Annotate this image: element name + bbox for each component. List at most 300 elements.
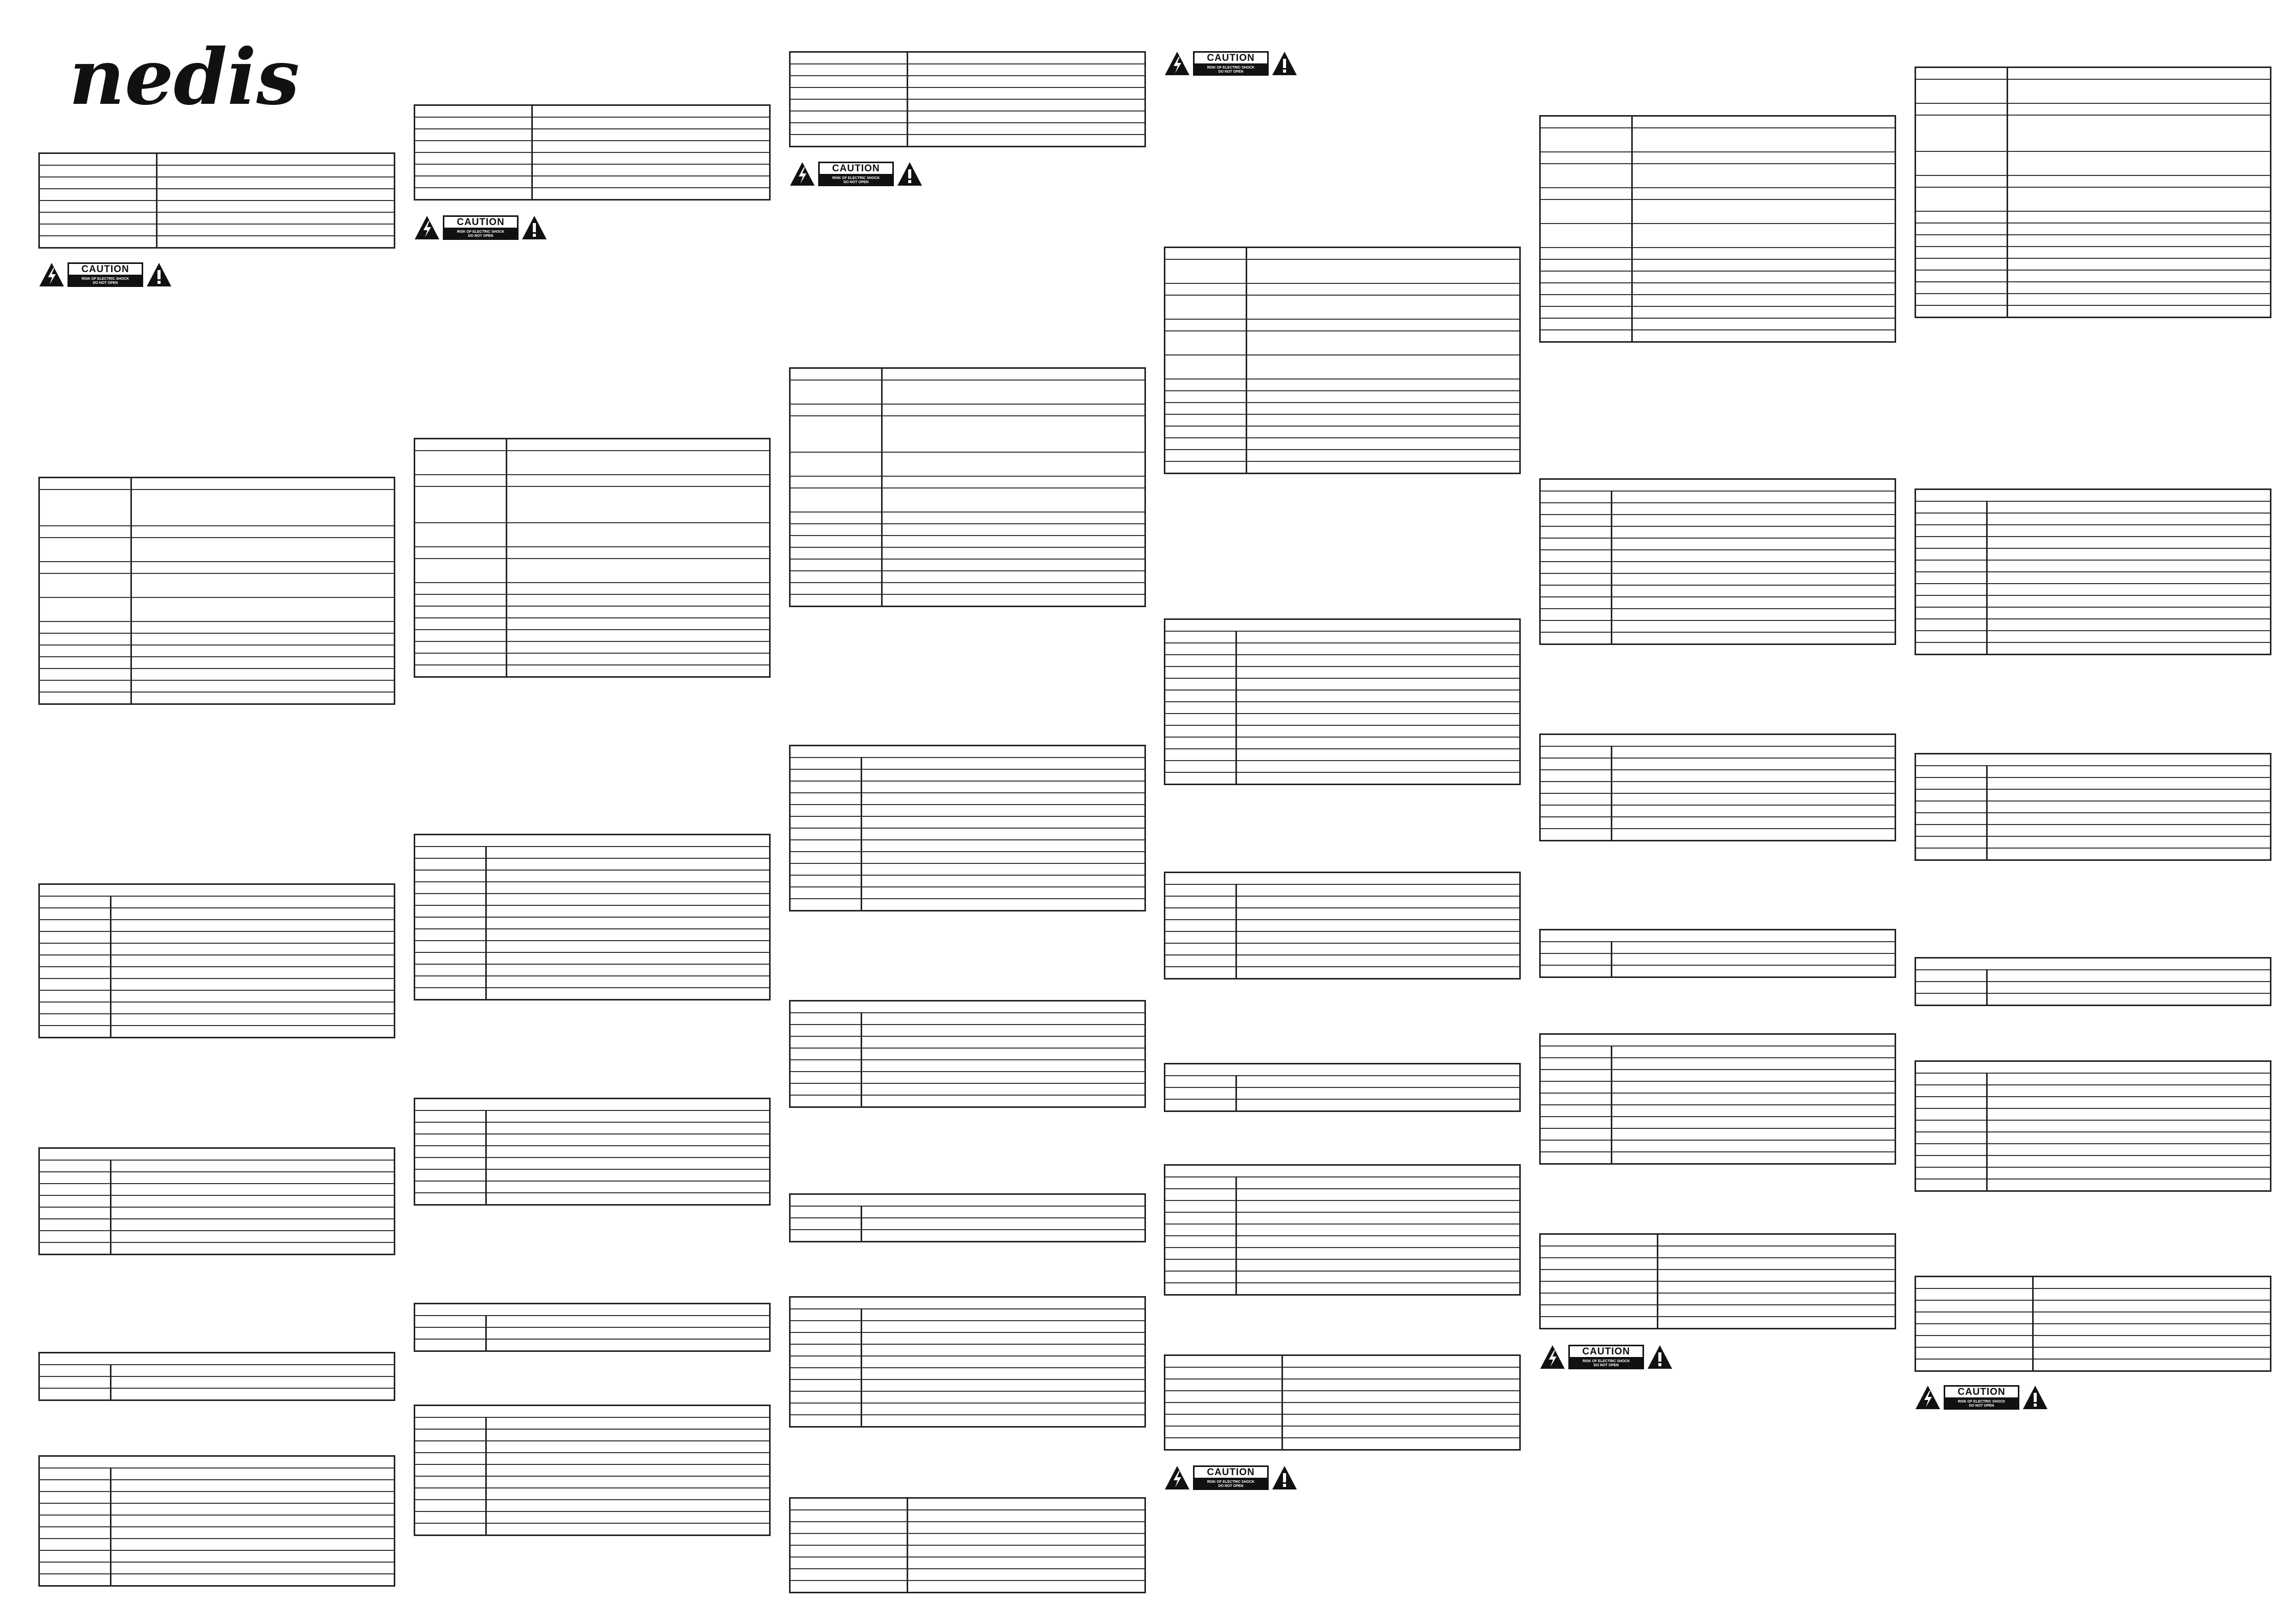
table-key-cell <box>1165 967 1236 979</box>
table-value-cell <box>131 597 395 621</box>
table-row <box>1916 1108 2271 1120</box>
table-value-cell <box>1612 503 1896 515</box>
table-row <box>39 1148 395 1161</box>
table-value-cell <box>2008 211 2271 223</box>
caution-subtext: RISK OF ELECTRIC SHOCK DO NOT OPEN <box>818 175 894 186</box>
table-value-cell <box>862 1083 1145 1095</box>
table-key-cell <box>1540 1081 1612 1093</box>
table-key-cell <box>1540 1093 1612 1105</box>
table-key-cell <box>790 828 862 840</box>
table-row <box>1540 1258 1896 1270</box>
table-key-cell <box>1540 1270 1658 1281</box>
table-value-cell <box>1247 283 1520 295</box>
caution-title: CAUTION <box>1944 1385 2019 1399</box>
table-key-cell <box>415 1453 486 1464</box>
table-key-cell <box>790 1569 908 1581</box>
table-key-cell <box>415 1110 486 1122</box>
table-value-cell <box>1247 450 1520 461</box>
table-row <box>1165 908 1520 920</box>
table-value-cell <box>2008 282 2271 294</box>
table-key-cell <box>1165 896 1236 908</box>
table-value-cell <box>486 882 770 894</box>
table-key-cell <box>415 188 532 200</box>
table-value-cell <box>882 404 1145 416</box>
table-key-cell <box>1916 825 1987 836</box>
table-value-cell <box>157 189 395 201</box>
table-row <box>39 212 395 224</box>
table-header-cell <box>790 746 1145 758</box>
table-value-cell <box>1987 560 2271 572</box>
table-row <box>790 512 1145 524</box>
table-value-cell <box>1247 461 1520 474</box>
table-key-cell <box>790 1380 862 1391</box>
table-value-cell <box>1612 782 1896 793</box>
table-key-cell <box>1916 294 2008 305</box>
table-key-cell <box>1540 128 1632 152</box>
table-value-cell <box>908 1498 1145 1510</box>
table-key-cell <box>790 1368 862 1380</box>
table-row <box>415 439 770 451</box>
table-key-cell <box>415 1146 486 1158</box>
table-value-cell <box>111 1242 395 1255</box>
table-key-cell <box>1540 1058 1612 1070</box>
caution-subtext: RISK OF ELECTRIC SHOCK DO NOT OPEN <box>1193 1479 1269 1490</box>
table-value-cell <box>1632 283 1896 295</box>
table-key-cell <box>1540 1070 1612 1081</box>
table-value-cell <box>111 955 395 967</box>
table-value-cell <box>131 621 395 633</box>
table-row <box>1165 1189 1520 1200</box>
table-row <box>1165 1177 1520 1189</box>
table-key-cell <box>415 1429 486 1441</box>
table-row <box>415 117 770 129</box>
table-value-cell <box>2008 247 2271 258</box>
table-row <box>1916 993 2271 1006</box>
table-value-cell <box>486 858 770 870</box>
table-key-cell <box>1540 199 1632 224</box>
table-key-cell <box>415 988 486 1000</box>
table-key-cell <box>1165 655 1236 666</box>
table-value-cell <box>1632 295 1896 306</box>
table-key-cell <box>415 1339 486 1351</box>
table-header-cell <box>1916 490 2271 502</box>
table-value-cell <box>507 606 770 618</box>
table-key-cell <box>790 368 882 381</box>
table-key-cell <box>790 875 862 887</box>
table-value-cell <box>1612 1140 1896 1152</box>
table-key-cell <box>1916 970 1987 982</box>
table-key-cell <box>415 941 486 952</box>
table-row <box>790 1522 1145 1533</box>
table-key-cell <box>39 680 131 692</box>
table-value-cell <box>1236 896 1520 908</box>
table-value-cell <box>1612 942 1896 953</box>
table-key-cell <box>39 1160 111 1172</box>
table-key-cell <box>415 1122 486 1134</box>
table-key-cell <box>1165 702 1236 714</box>
table-key-cell <box>1916 258 2008 270</box>
table-row <box>1540 632 1896 644</box>
table-value-cell <box>1612 1093 1896 1105</box>
table-value-cell <box>1632 271 1896 283</box>
table-row <box>1540 1070 1896 1081</box>
table-value-cell <box>1236 772 1520 785</box>
table-key-cell <box>790 1522 908 1533</box>
table-row <box>790 404 1145 416</box>
table-row <box>415 858 770 870</box>
table-row <box>1165 1414 1520 1426</box>
table-key-cell <box>1165 1248 1236 1259</box>
table-key-cell <box>39 212 157 224</box>
exclamation-warning-icon <box>521 215 548 240</box>
table-row <box>415 1304 770 1316</box>
table-row <box>790 416 1145 452</box>
table-row <box>1916 548 2271 560</box>
table-key-cell <box>39 896 111 908</box>
table-row <box>790 1581 1145 1593</box>
table-row <box>1165 772 1520 785</box>
spec-table <box>38 477 395 705</box>
table-row <box>1540 1317 1896 1329</box>
table-row <box>1540 491 1896 503</box>
spec-table <box>1164 1354 1521 1451</box>
table-key-cell <box>1165 955 1236 967</box>
table-row <box>1916 777 2271 789</box>
table-value-cell <box>1236 955 1520 967</box>
table-row <box>39 1456 395 1469</box>
table-value-cell <box>111 1376 395 1388</box>
table-value-cell <box>1612 550 1896 562</box>
table-value-cell <box>1987 801 2271 813</box>
table-row <box>39 189 395 201</box>
table-row <box>790 1321 1145 1332</box>
table-row <box>790 1206 1145 1218</box>
table-value-cell <box>486 870 770 882</box>
table-key-cell <box>1540 620 1612 632</box>
table-row <box>1916 235 2271 247</box>
table-key-cell <box>1916 1288 2033 1300</box>
table-row <box>415 941 770 952</box>
table-value-cell <box>486 1339 770 1351</box>
table-row <box>1165 355 1520 379</box>
table-key-cell <box>790 547 882 559</box>
table-row <box>39 943 395 955</box>
table-value-cell <box>111 1207 395 1219</box>
table-row <box>790 1048 1145 1060</box>
table-value-cell <box>157 224 395 236</box>
table-value-cell <box>486 1417 770 1429</box>
table-key-cell <box>790 64 908 76</box>
table-key-cell <box>790 1356 862 1368</box>
table-value-cell <box>486 1511 770 1523</box>
table-value-cell <box>1236 1087 1520 1099</box>
table-value-cell <box>2008 187 2271 211</box>
table-row <box>415 1110 770 1122</box>
table-value-cell <box>111 1480 395 1492</box>
table-row <box>1165 1248 1520 1259</box>
table-key-cell <box>39 1515 111 1527</box>
table-value-cell <box>1612 515 1896 526</box>
table-value-cell <box>1987 1085 2271 1097</box>
table-row <box>1916 848 2271 860</box>
table-row <box>1540 942 1896 953</box>
table-value-cell <box>1987 1144 2271 1155</box>
table-row <box>1540 283 1896 295</box>
table-key-cell <box>1916 79 2008 103</box>
table-key-cell <box>790 793 862 805</box>
table-row <box>1916 115 2271 151</box>
table-row <box>790 781 1145 793</box>
table-value-cell <box>908 1557 1145 1569</box>
spec-table <box>1915 1060 2271 1192</box>
spec-table <box>38 152 395 249</box>
table-row <box>1916 584 2271 595</box>
exclamation-warning-icon <box>2022 1385 2049 1410</box>
table-row <box>1165 1438 1520 1450</box>
table-value-cell <box>1612 1058 1896 1070</box>
table-value-cell <box>1236 631 1520 643</box>
table-row <box>1540 164 1896 188</box>
table-row <box>790 1415 1145 1427</box>
table-value-cell <box>862 1309 1145 1321</box>
caution-label <box>38 261 172 288</box>
table-value-cell <box>507 630 770 641</box>
table-value-cell <box>486 1500 770 1511</box>
table-header-cell <box>1165 619 1520 632</box>
table-header-cell <box>1165 873 1520 885</box>
table-value-cell <box>111 978 395 990</box>
table-value-cell <box>1987 525 2271 537</box>
table-key-cell <box>1165 1403 1282 1414</box>
table-value-cell <box>1247 355 1520 379</box>
table-key-cell <box>1916 537 1987 548</box>
table-row <box>790 1545 1145 1557</box>
spec-table <box>789 51 1146 147</box>
table-key-cell <box>790 123 908 135</box>
table-value-cell <box>862 899 1145 911</box>
table-row <box>790 887 1145 899</box>
table-key-cell <box>1165 1177 1236 1189</box>
table-row <box>415 594 770 606</box>
table-key-cell <box>415 559 507 583</box>
table-value-cell <box>882 559 1145 571</box>
electric-shock-warning-icon <box>414 215 440 240</box>
table-row <box>1540 573 1896 585</box>
table-row <box>1916 1300 2271 1312</box>
table-value-cell <box>486 1523 770 1536</box>
table-row <box>1165 955 1520 967</box>
table-row <box>1916 1144 2271 1155</box>
table-key-cell <box>39 1172 111 1184</box>
table-row <box>39 562 395 573</box>
table-row <box>1165 967 1520 979</box>
table-key-cell <box>1540 1317 1658 1329</box>
table-row <box>415 1417 770 1429</box>
table-value-cell <box>1612 1046 1896 1058</box>
table-key-cell <box>790 781 862 793</box>
table-value-cell <box>1236 884 1520 896</box>
caution-subtext: RISK OF ELECTRIC SHOCK DO NOT OPEN <box>443 229 519 240</box>
table-value-cell <box>486 1429 770 1441</box>
table-row <box>1540 224 1896 248</box>
electric-shock-warning-icon <box>38 262 65 287</box>
exclamation-warning-icon <box>896 161 923 187</box>
table-row <box>1540 597 1896 609</box>
table-key-cell <box>1165 678 1236 690</box>
table-row <box>1165 1391 1520 1403</box>
table-row <box>415 1453 770 1464</box>
table-row <box>1165 690 1520 702</box>
table-value-cell <box>862 1072 1145 1083</box>
table-row <box>1540 318 1896 330</box>
table-key-cell <box>790 1545 908 1557</box>
caution-title: CAUTION <box>443 215 519 229</box>
table-row <box>415 630 770 641</box>
table-value-cell <box>862 1025 1145 1036</box>
table-key-cell <box>415 976 486 988</box>
table-value-cell <box>486 929 770 941</box>
table-row <box>415 835 770 847</box>
table-value-cell <box>131 657 395 669</box>
table-value-cell <box>882 524 1145 536</box>
table-row <box>1916 1347 2271 1359</box>
table-value-cell <box>862 887 1145 899</box>
table-value-cell <box>486 952 770 964</box>
table-key-cell <box>790 1206 862 1218</box>
table-value-cell <box>507 594 770 606</box>
table-row <box>415 176 770 188</box>
table-row <box>1916 836 2271 848</box>
table-value-cell <box>111 1388 395 1400</box>
table-key-cell <box>415 894 486 905</box>
table-key-cell <box>415 917 486 929</box>
table-row <box>39 1527 395 1539</box>
table-value-cell <box>1282 1367 1520 1379</box>
table-row <box>415 105 770 118</box>
table-value-cell <box>1612 965 1896 977</box>
table-row <box>39 236 395 248</box>
table-row <box>1916 1097 2271 1108</box>
table-row <box>415 547 770 559</box>
table-row <box>1165 1064 1520 1076</box>
table-row <box>1540 1152 1896 1164</box>
table-row <box>415 894 770 905</box>
table-row <box>790 476 1145 488</box>
caution-label <box>1539 1343 1673 1371</box>
table-key-cell <box>1165 749 1236 761</box>
table-value-cell <box>908 1522 1145 1533</box>
table-row <box>1916 789 2271 801</box>
table-key-cell <box>1540 793 1612 805</box>
table-value-cell <box>1247 295 1520 319</box>
table-row <box>1540 128 1896 152</box>
table-key-cell <box>1540 770 1612 782</box>
table-value-cell <box>486 1122 770 1134</box>
table-value-cell <box>486 1169 770 1181</box>
table-value-cell <box>2033 1300 2271 1312</box>
table-value-cell <box>1632 128 1896 152</box>
table-value-cell <box>486 1193 770 1205</box>
table-key-cell <box>790 1510 908 1522</box>
table-key-cell <box>1916 1073 1987 1085</box>
table-value-cell <box>1612 805 1896 817</box>
table-row <box>39 1207 395 1219</box>
table-value-cell <box>2033 1288 2271 1300</box>
table-row <box>1540 1234 1896 1247</box>
table-row <box>1165 403 1520 414</box>
table-key-cell <box>415 176 532 188</box>
table-row <box>1540 1093 1896 1105</box>
caution-label <box>1915 1384 2049 1411</box>
table-value-cell <box>2008 68 2271 80</box>
table-value-cell <box>131 490 395 526</box>
table-key-cell <box>1916 1132 1987 1144</box>
table-row <box>415 653 770 665</box>
table-value-cell <box>131 526 395 538</box>
table-value-cell <box>157 201 395 212</box>
table-value-cell <box>131 478 395 490</box>
table-value-cell <box>1658 1258 1896 1270</box>
table-key-cell <box>1540 632 1612 644</box>
table-value-cell <box>532 129 770 141</box>
table-key-cell <box>1540 953 1612 965</box>
table-row <box>1916 766 2271 777</box>
table-key-cell <box>39 1468 111 1480</box>
spec-table <box>1164 618 1521 785</box>
table-row <box>1540 188 1896 199</box>
table-row <box>790 1072 1145 1083</box>
table-key-cell <box>39 931 111 943</box>
table-key-cell <box>1916 607 1987 619</box>
table-value-cell <box>1612 817 1896 829</box>
table-row <box>415 451 770 475</box>
table-key-cell <box>1165 438 1247 450</box>
table-value-cell <box>111 1515 395 1527</box>
table-row <box>1540 1246 1896 1258</box>
table-header-cell <box>39 1456 395 1469</box>
table-row <box>1165 438 1520 450</box>
table-value-cell <box>2008 258 2271 270</box>
table-row <box>1540 930 1896 942</box>
table-value-cell <box>111 1002 395 1014</box>
table-row <box>1540 562 1896 573</box>
table-key-cell <box>1540 1152 1612 1164</box>
table-row <box>1165 248 1520 260</box>
table-key-cell <box>39 1014 111 1026</box>
spec-table <box>38 1455 395 1587</box>
table-row <box>1165 1271 1520 1283</box>
table-row <box>790 380 1145 404</box>
table-value-cell <box>157 153 395 166</box>
table-key-cell <box>1165 1076 1236 1087</box>
table-value-cell <box>1236 931 1520 943</box>
table-value-cell <box>486 917 770 929</box>
table-row <box>1916 560 2271 572</box>
table-value-cell <box>1236 1076 1520 1087</box>
table-key-cell <box>415 630 507 641</box>
table-row <box>415 188 770 200</box>
table-key-cell <box>790 816 862 828</box>
table-value-cell <box>862 1321 1145 1332</box>
table-value-cell <box>2033 1336 2271 1347</box>
table-key-cell <box>790 805 862 816</box>
table-key-cell <box>415 547 507 559</box>
table-key-cell <box>1540 116 1632 128</box>
table-row <box>790 805 1145 816</box>
table-key-cell <box>1540 829 1612 841</box>
table-value-cell <box>1247 379 1520 391</box>
table-key-cell <box>1165 391 1247 403</box>
